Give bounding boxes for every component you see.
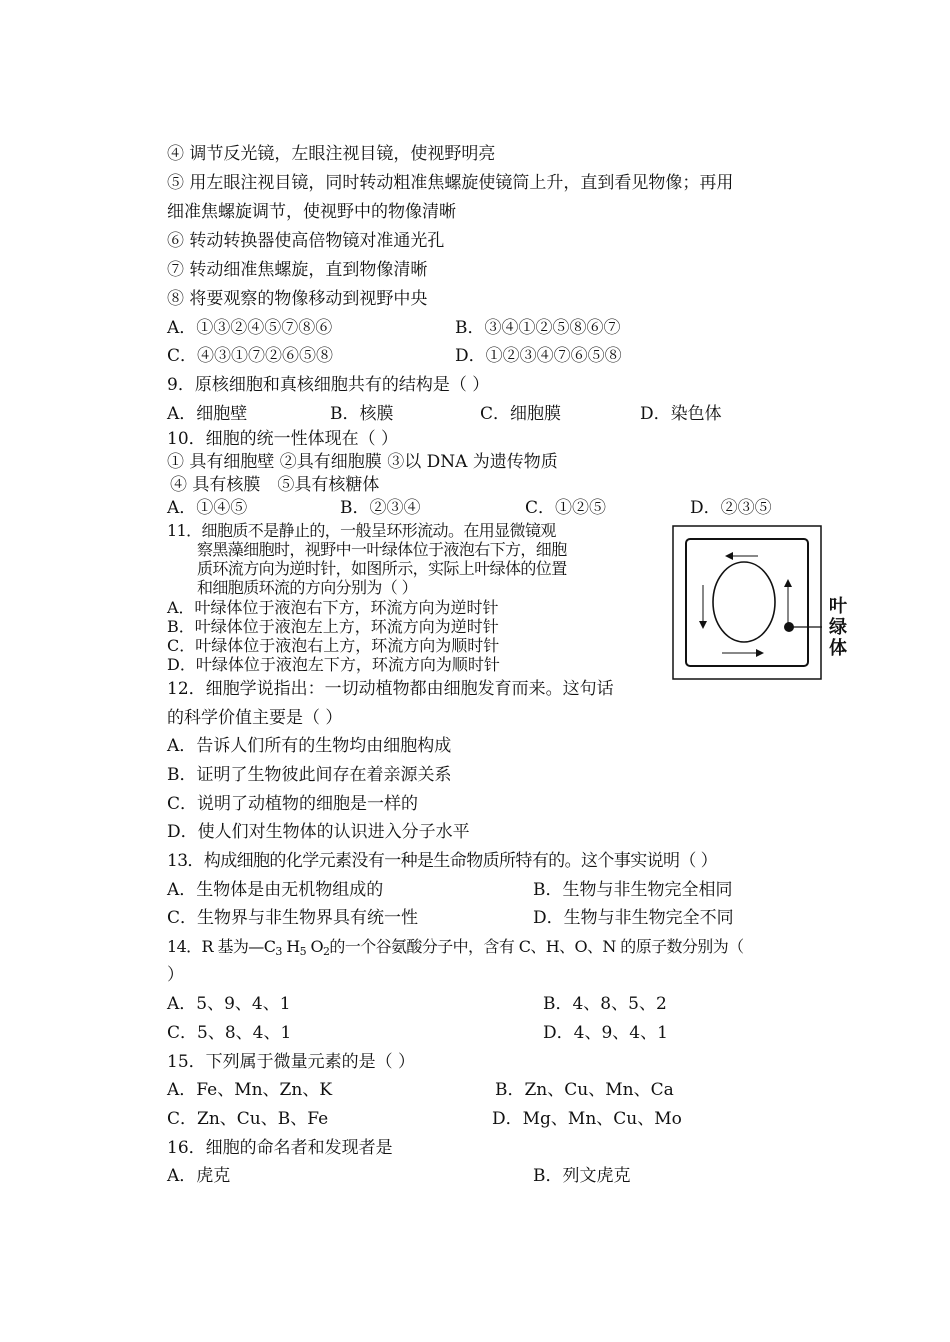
q10-option-d: D．②③⑤ xyxy=(690,498,772,518)
q9-stem: 9．原核细胞和真核细胞共有的结构是（ ） xyxy=(167,375,490,395)
step-5-line2: 细准焦螺旋调节，使视野中的物像清晰 xyxy=(167,202,456,222)
chloroplast-label-1: 叶 xyxy=(829,596,847,617)
q14-option-b: B．4、8、5、2 xyxy=(543,994,667,1014)
q14-stem-post: 的一个谷氨酸分子中，含有 C、H、O、N 的原子数分别为（ xyxy=(329,937,744,956)
q13-stem: 13．构成细胞的化学元素没有一种是生命物质所特有的。这个事实说明（ ） xyxy=(167,851,718,871)
q13-option-d: D．生物与非生物完全不同 xyxy=(533,908,734,928)
q14-o: O xyxy=(306,937,324,956)
q14-stem xyxy=(167,936,744,963)
q14-stem-pre: 14．R 基为—C xyxy=(167,937,276,956)
step-8: ⑧ 将要观察的物像移动到视野中央 xyxy=(167,289,428,309)
q8-option-d: D．①②③④⑦⑥⑤⑧ xyxy=(455,346,622,366)
q10-option-b: B．②③④ xyxy=(340,498,421,518)
q9-option-a: A．细胞壁 xyxy=(167,404,248,424)
q16-stem: 16．细胞的命名者和发现者是 xyxy=(167,1138,393,1158)
q15-option-a: A．Fe、Mn、Zn、K xyxy=(167,1080,333,1100)
q11-stem-line4: 和细胞质环流的方向分别为（ ） xyxy=(197,578,418,597)
q16-option-b: B．列文虎克 xyxy=(533,1166,631,1186)
step-5-line1: ⑤ 用左眼注视目镜，同时转动粗准焦螺旋使镜筒上升，直到看见物像；再用 xyxy=(167,173,734,193)
q10-items-line1: ① 具有细胞壁 ②具有细胞膜 ③以 DNA 为遗传物质 xyxy=(167,452,558,472)
q10-option-c: C．①②⑤ xyxy=(525,498,607,518)
q14-sub-5: 5 xyxy=(299,945,306,958)
q14-option-a: A．5、9、4、1 xyxy=(167,994,291,1014)
vacuole xyxy=(713,562,775,642)
q10-stem: 10．细胞的统一性体现在（ ） xyxy=(167,429,399,449)
q11-option-d: D．叶绿体位于液泡左下方，环流方向为顺时针 xyxy=(167,655,500,674)
q13-option-b: B．生物与非生物完全相同 xyxy=(533,880,733,900)
chloroplast-label-2: 绿 xyxy=(829,617,847,638)
q9-option-c: C．细胞膜 xyxy=(480,404,562,424)
chloroplast-label-3: 体 xyxy=(829,638,847,659)
q11-option-b: B．叶绿体位于液泡左上方，环流方向为逆时针 xyxy=(167,617,499,636)
q8-option-c: C．④③①⑦②⑥⑤⑧ xyxy=(167,346,334,366)
q9-option-b: B．核膜 xyxy=(330,404,394,424)
q14-h: H xyxy=(281,937,300,956)
q12-option-b: B．证明了生物彼此间存在着亲源关系 xyxy=(167,765,452,785)
q12-stem-line1: 12．细胞学说指出：一切动植物都由细胞发育而来。这句话 xyxy=(167,679,614,699)
q9-option-d: D．染色体 xyxy=(640,404,722,424)
q15-option-c: C．Zn、Cu、B、Fe xyxy=(167,1109,329,1129)
q11-option-c: C．叶绿体位于液泡右上方，环流方向为顺时针 xyxy=(167,636,500,655)
q11-stem-line3: 质环流方向为逆时针，如图所示，实际上叶绿体的位置 xyxy=(197,559,567,578)
q11-option-a: A．叶绿体位于液泡右下方，环流方向为逆时针 xyxy=(167,598,499,617)
step-4: ④ 调节反光镜，左眼注视目镜，使视野明亮 xyxy=(167,144,496,164)
q10-option-a: A．①④⑤ xyxy=(167,498,248,518)
q14-option-c: C．5、8、4、1 xyxy=(167,1023,292,1043)
q10-items-line2: ④ 具有核膜 ⑤具有核糖体 xyxy=(170,475,380,495)
q13-option-c: C．生物界与非生物界具有统一性 xyxy=(167,908,419,928)
step-7: ⑦ 转动细准焦螺旋，直到物像清晰 xyxy=(167,260,428,280)
q15-option-d: D．Mg、Mn、Cu、Mo xyxy=(492,1109,682,1129)
q12-option-c: C．说明了动植物的细胞是一样的 xyxy=(167,794,419,814)
q15-stem: 15．下列属于微量元素的是（ ） xyxy=(167,1052,416,1072)
q8-option-a: A．①③②④⑤⑦⑧⑥ xyxy=(167,318,333,338)
q8-option-b: B．③④①②⑤⑧⑥⑦ xyxy=(455,318,621,338)
q14-option-d: D．4、9、4、1 xyxy=(543,1023,668,1043)
q16-option-a: A．虎克 xyxy=(167,1166,231,1186)
q12-stem-line2: 的科学价值主要是（ ） xyxy=(167,708,343,728)
q15-option-b: B．Zn、Cu、Mn、Ca xyxy=(495,1080,674,1100)
q14-sub-3: 3 xyxy=(275,945,282,958)
step-6: ⑥ 转动转换器使高倍物镜对准通光孔 xyxy=(167,231,445,251)
cell-wall-outline xyxy=(673,526,821,679)
q13-option-a: A．生物体是由无机物组成的 xyxy=(167,880,384,900)
cell-diagram xyxy=(672,525,822,680)
q11-stem-line2: 察黑藻细胞时，视野中一叶绿体位于液泡右下方，细胞 xyxy=(197,540,567,559)
q11-stem-line1: 11．细胞质不是静止的，一般呈环形流动。在用显微镜观 xyxy=(167,521,556,540)
q14-sub-2: 2 xyxy=(323,945,330,958)
cell-membrane-outline xyxy=(686,539,808,666)
q12-option-a: A．告诉人们所有的生物均由细胞构成 xyxy=(167,736,452,756)
q14-stem-continued: ） xyxy=(167,965,184,985)
q12-option-d: D．使人们对生物体的认识进入分子水平 xyxy=(167,822,470,842)
